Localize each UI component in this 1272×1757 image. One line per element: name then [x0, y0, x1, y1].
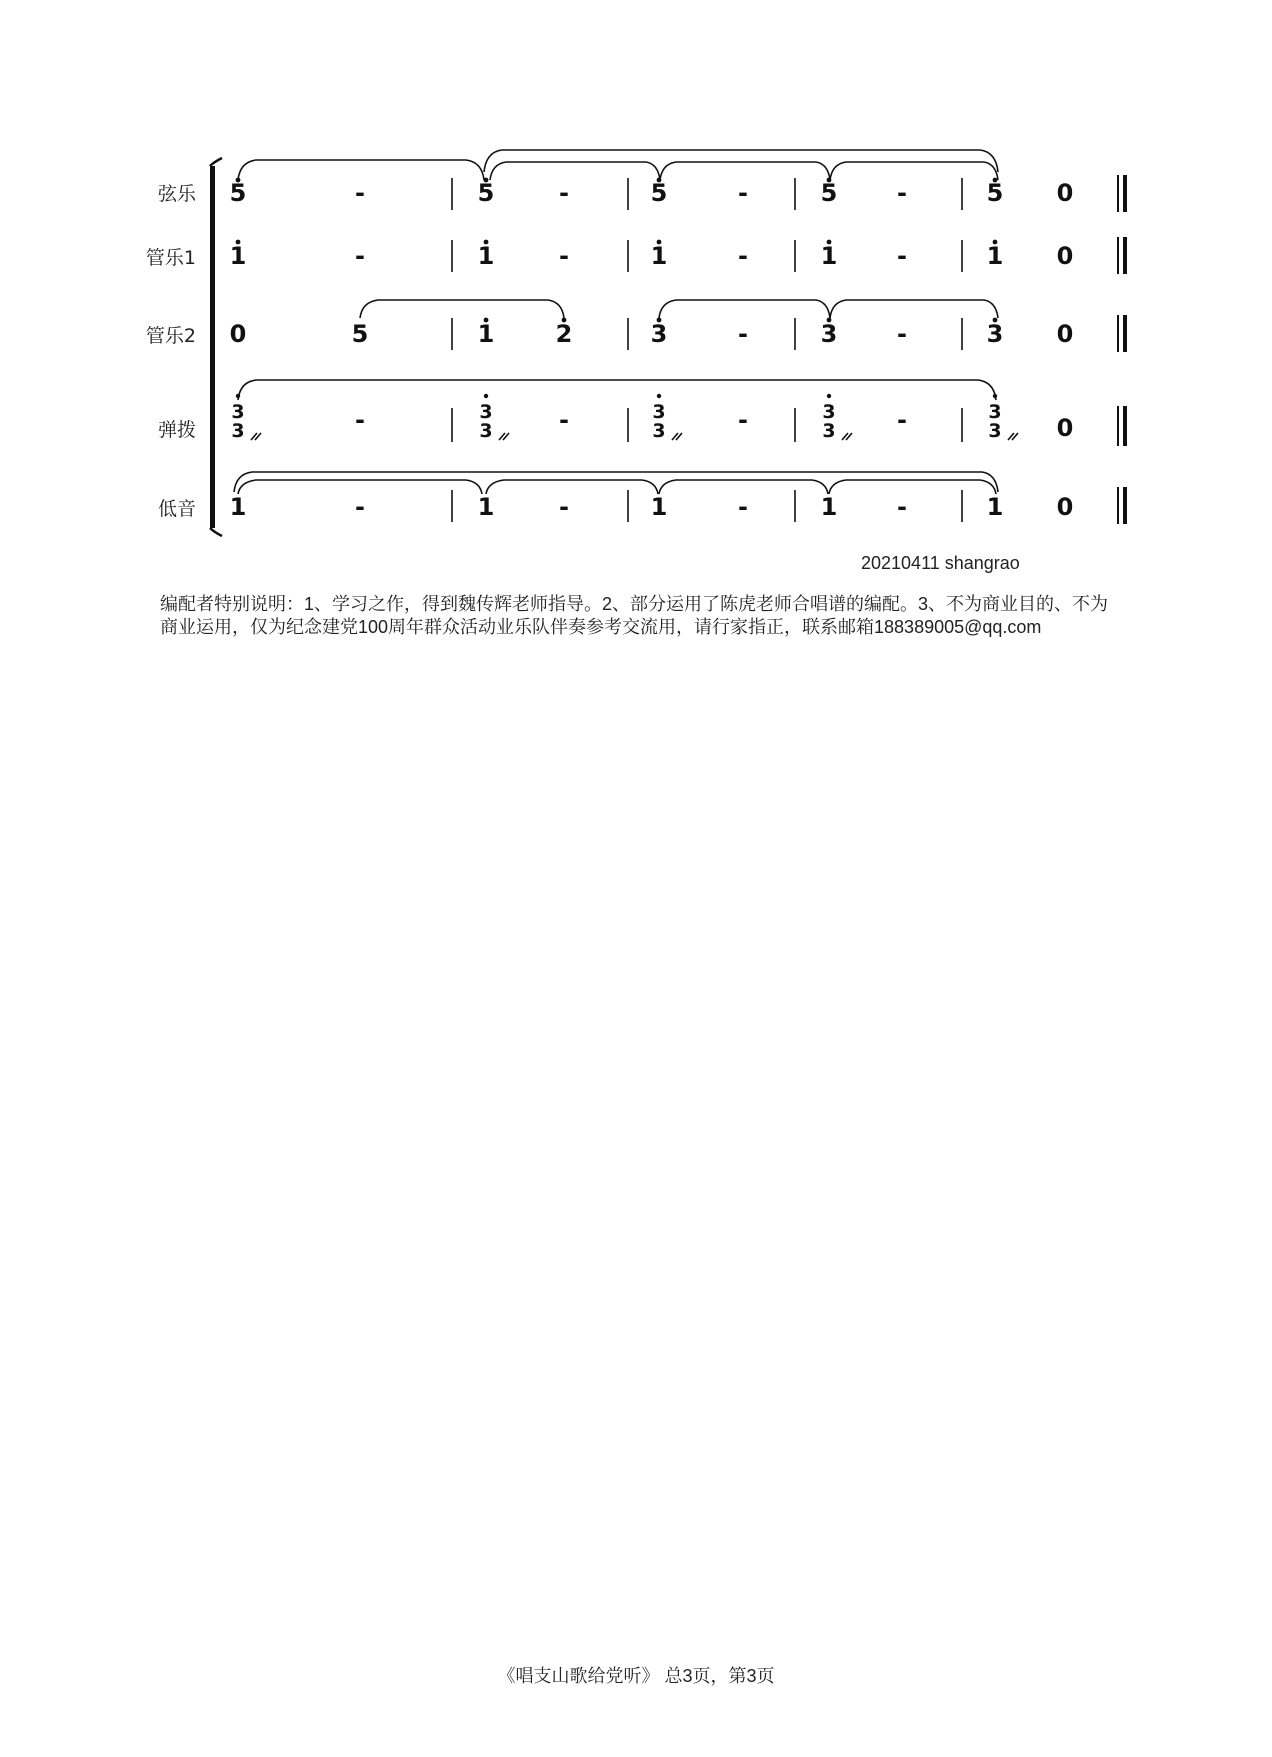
note: 5 — [820, 179, 838, 207]
note: 3 — [231, 401, 245, 423]
note: 5 — [351, 320, 369, 348]
rest: 0 — [229, 320, 247, 348]
note: 5 — [229, 179, 247, 207]
note-dash: - — [559, 242, 569, 270]
note: 1 — [229, 242, 247, 270]
note: 3 — [988, 401, 1002, 423]
tremolo-mark — [842, 433, 852, 440]
note: 1 — [986, 493, 1004, 521]
note: 5 — [986, 179, 1004, 207]
note-dash: - — [355, 242, 365, 270]
part-label-strings: 弦乐 — [157, 183, 196, 205]
note: 1 — [477, 493, 495, 521]
note: 2 — [555, 320, 573, 348]
note-dash: - — [355, 406, 365, 434]
note-dash: - — [559, 179, 569, 207]
note: 3 — [822, 420, 836, 442]
note-dash: - — [738, 179, 748, 207]
part-label-winds-1: 管乐1 — [145, 247, 196, 269]
note: 3 — [650, 320, 668, 348]
note: 1 — [650, 493, 668, 521]
rest: 0 — [1056, 414, 1074, 442]
page-footer: 《唱支山歌给党听》 总3页，第3页 — [497, 1666, 775, 1686]
note-dash: - — [738, 493, 748, 521]
tremolo-mark — [1008, 433, 1018, 440]
rest: 0 — [1056, 179, 1074, 207]
note-dash: - — [738, 406, 748, 434]
note-dash: - — [355, 179, 365, 207]
note: 5 — [477, 179, 495, 207]
note-dash: - — [897, 242, 907, 270]
note: 1 — [229, 493, 247, 521]
note-dash: - — [897, 493, 907, 521]
note: 1 — [477, 320, 495, 348]
barlines — [452, 178, 962, 522]
note: 3 — [822, 401, 836, 423]
tremolo-mark — [499, 433, 509, 440]
final-barlines — [1118, 175, 1125, 524]
note: 3 — [479, 420, 493, 442]
rest: 0 — [1056, 320, 1074, 348]
part-label-winds-2: 管乐2 — [145, 325, 196, 347]
note: 3 — [652, 401, 666, 423]
tremolo-mark — [672, 433, 682, 440]
note: 3 — [652, 420, 666, 442]
note: 3 — [986, 320, 1004, 348]
note: 3 — [820, 320, 838, 348]
tremolo-mark — [251, 433, 261, 440]
part-bass — [230, 472, 1074, 521]
note: 3 — [479, 401, 493, 423]
part-winds-2 — [230, 300, 1074, 348]
note: 1 — [986, 242, 1004, 270]
note: 1 — [477, 242, 495, 270]
rest: 0 — [1056, 493, 1074, 521]
part-label-bass: 低音 — [157, 498, 196, 520]
note-dash: - — [897, 320, 907, 348]
note: 1 — [820, 242, 838, 270]
note-dash: - — [738, 320, 748, 348]
note-dash: - — [559, 493, 569, 521]
part-label-plucked: 弹拨 — [157, 419, 196, 441]
note: 3 — [988, 420, 1002, 442]
note-dash: - — [355, 493, 365, 521]
note: 1 — [650, 242, 668, 270]
note-dash: - — [559, 406, 569, 434]
part-strings — [230, 150, 1074, 207]
system-bracket — [210, 158, 222, 536]
music-score — [0, 0, 1272, 560]
part-winds-1 — [230, 240, 1074, 270]
arranger-note: 编配者特别说明：1、学习之作，得到魏传辉老师指导。2、部分运用了陈虎老师合唱谱的编配。3、不为商业目的、不为商业运用，仅为纪念建党100周年群众活动业乐队伴奏参考交流用，请行家指正，联系邮箱188389005@qq.com — [160, 594, 1109, 637]
date-signature: 20210411 shangrao — [861, 553, 1020, 573]
part-plucked — [231, 380, 1073, 442]
note: 5 — [650, 179, 668, 207]
note: 1 — [820, 493, 838, 521]
rest: 0 — [1056, 242, 1074, 270]
note: 3 — [231, 420, 245, 442]
note-dash: - — [897, 179, 907, 207]
note-dash: - — [897, 406, 907, 434]
note-dash: - — [738, 242, 748, 270]
